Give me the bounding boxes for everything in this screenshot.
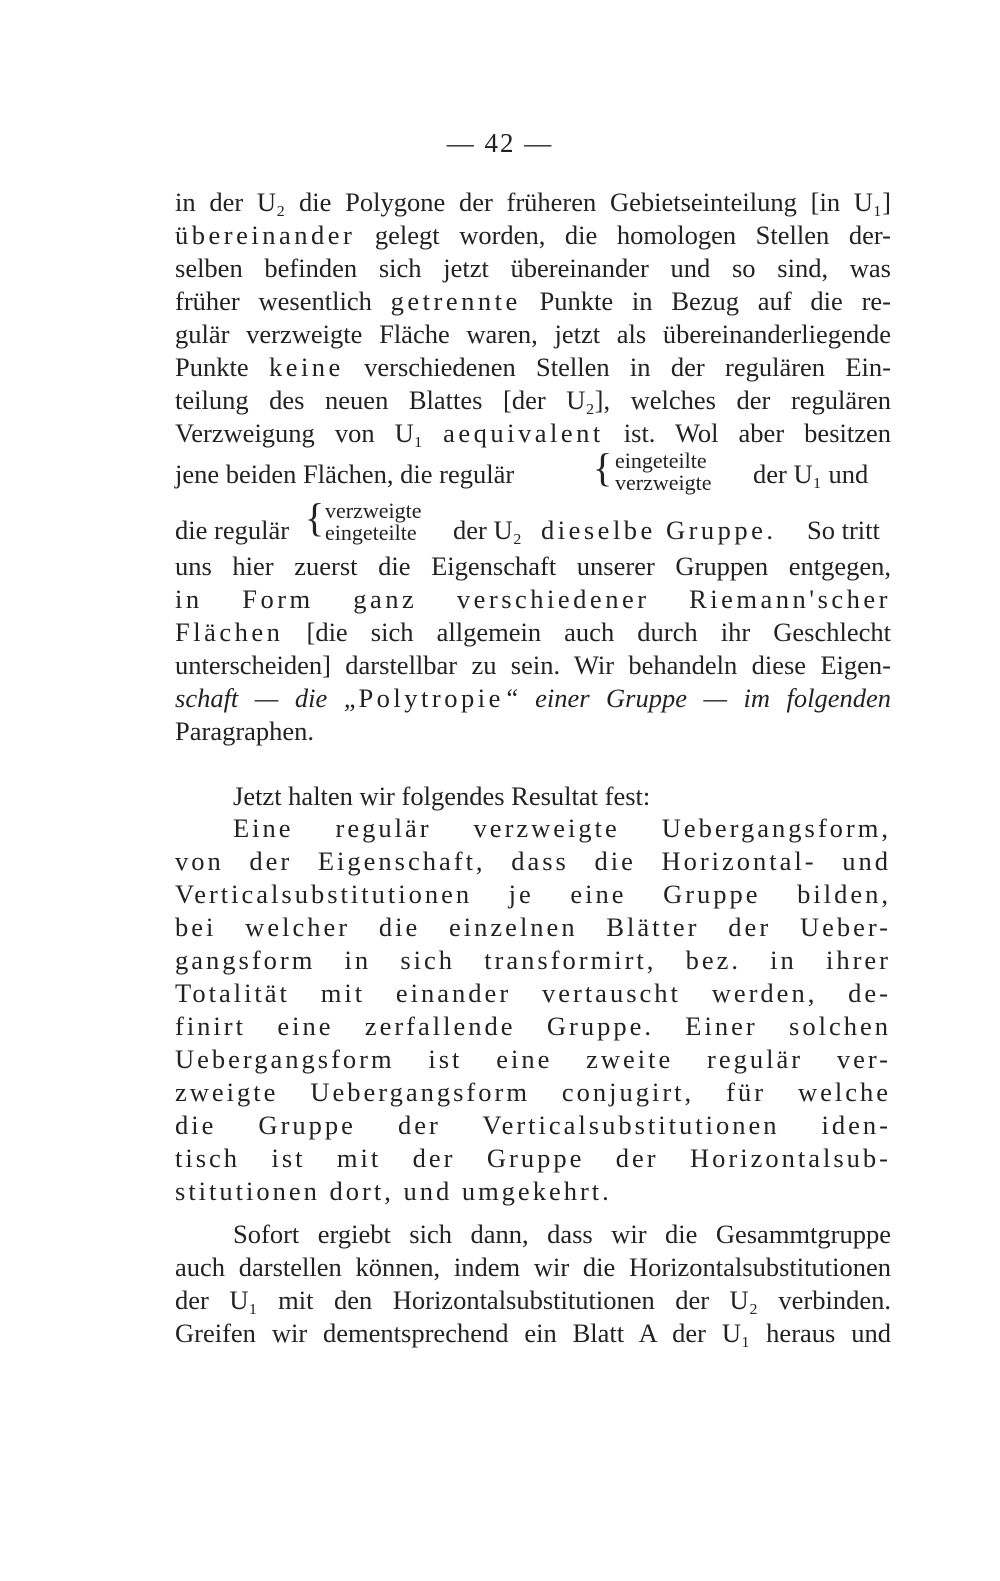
text-line: teilung des neuen Blattes [der U₂], welches der regulären [175, 385, 891, 415]
text-line: Uebergangsform ist eine zweite regulär ver- [175, 1044, 891, 1074]
spaced-word: Polytropie [358, 683, 504, 713]
text-line [175, 616, 891, 649]
text-span: die regulär [175, 515, 290, 545]
spaced-word: dieselbe Gruppe. [541, 515, 777, 545]
text-line: Eine regulär verzweigte Uebergangsform, [233, 813, 891, 843]
text-span: [die sich allgemein auch durch ihr Geschlecht [283, 617, 891, 647]
spaced-word: keine [268, 352, 344, 382]
text-line: Paragraphen. [175, 716, 315, 746]
text-line [175, 682, 891, 715]
text-line: unterscheiden] darstellbar zu sein. Wir behandeln diese Eigen- [175, 650, 891, 680]
text-span: Verzweigung von U₁ [175, 418, 444, 448]
brace-icon: { [593, 445, 613, 490]
text-line: in Form ganz verschiedener Riemann'scher [175, 584, 891, 614]
spaced-word: übereinander [175, 220, 356, 250]
text-line: der U₁ mit den Horizontalsubstitutionen der U₂ verbinden. [175, 1285, 891, 1315]
paragraph-4 [175, 1218, 891, 1350]
stack-top: eingeteilte [615, 448, 707, 473]
text-span: gelegt worden, die homologen Stellen der- [355, 220, 891, 250]
text-line [175, 285, 891, 318]
text-line: in der U₂ die Polygone der früheren Gebietseinteilung [in U₁] [175, 187, 891, 217]
text-line: bei welcher die einzelnen Blätter der Ueber- [175, 912, 891, 942]
text-span: der U₁ und [753, 459, 869, 489]
text-line: Jetzt halten wir folgendes Resultat fest: [233, 781, 651, 811]
text-span: schaft — die „ [175, 683, 359, 713]
text-span: früher wesentlich [175, 286, 391, 316]
paragraph-2 [175, 780, 891, 813]
text-line: stitutionen dort, und umgekehrt. [175, 1176, 612, 1206]
text-line: auch darstellen können, indem wir die Horizontalsubstitutionen [175, 1252, 891, 1282]
text-line: die Gruppe der Verticalsubstitutionen iden- [175, 1110, 891, 1140]
spaced-word: aequivalent [443, 418, 604, 448]
text-span: jene beiden Flächen, die regulär [175, 459, 515, 489]
text-span: ist. Wol aber besitzen [603, 418, 892, 448]
text-line [175, 219, 891, 252]
theorem-paragraph [175, 812, 891, 1208]
brace-line [175, 495, 891, 550]
text-line: finirt eine zerfallende Gruppe. Einer solchen [175, 1011, 891, 1041]
page-number: — 42 — [446, 128, 554, 158]
brace-line [175, 445, 891, 500]
stack-top: verzweigte [325, 498, 422, 523]
text-span: So tritt [807, 515, 880, 545]
stack-bottom: verzweigte [615, 470, 712, 495]
paragraph-1 [175, 186, 891, 748]
text-span: “ einer Gruppe — im folgenden [503, 683, 891, 713]
text-span: verschiedenen Stellen in der regulären Ein- [343, 352, 891, 382]
brace-icon: { [305, 495, 325, 540]
text-line [175, 351, 891, 384]
text-line: Totalität mit einander vertauscht werden, de- [175, 978, 891, 1008]
text-span: Punkte [175, 352, 269, 382]
text-span: der U₂ [453, 515, 522, 545]
stack-bottom: eingeteilte [325, 520, 417, 545]
text-line: zweigte Uebergangsform conjugirt, für welche [175, 1077, 891, 1107]
spaced-word: Flächen [175, 617, 284, 647]
text-line [175, 417, 891, 450]
text-span: Punkte in Bezug auf die re- [520, 286, 892, 316]
text-line: selben befinden sich jetzt übereinander und so sind, was [175, 253, 891, 283]
text-line: Greifen wir dementsprechend ein Blatt A der U₁ heraus und [175, 1318, 891, 1348]
text-line: gulär verzweigte Fläche waren, jetzt als übereinanderliegende [175, 319, 891, 349]
text-line: tisch ist mit der Gruppe der Horizontalsub- [175, 1143, 891, 1173]
text-line: Sofort ergiebt sich dann, dass wir die Gesammtgruppe [233, 1219, 891, 1249]
text-line: uns hier zuerst die Eigenschaft unserer Gruppen entgegen, [175, 551, 891, 581]
spaced-word: getrennte [390, 286, 521, 316]
text-line: Verticalsubstitutionen je eine Gruppe bilden, [175, 879, 891, 909]
text-line: von der Eigenschaft, dass die Horizontal- und [175, 846, 891, 876]
text-line: gangsform in sich transformirt, bez. in ihrer [175, 945, 891, 975]
